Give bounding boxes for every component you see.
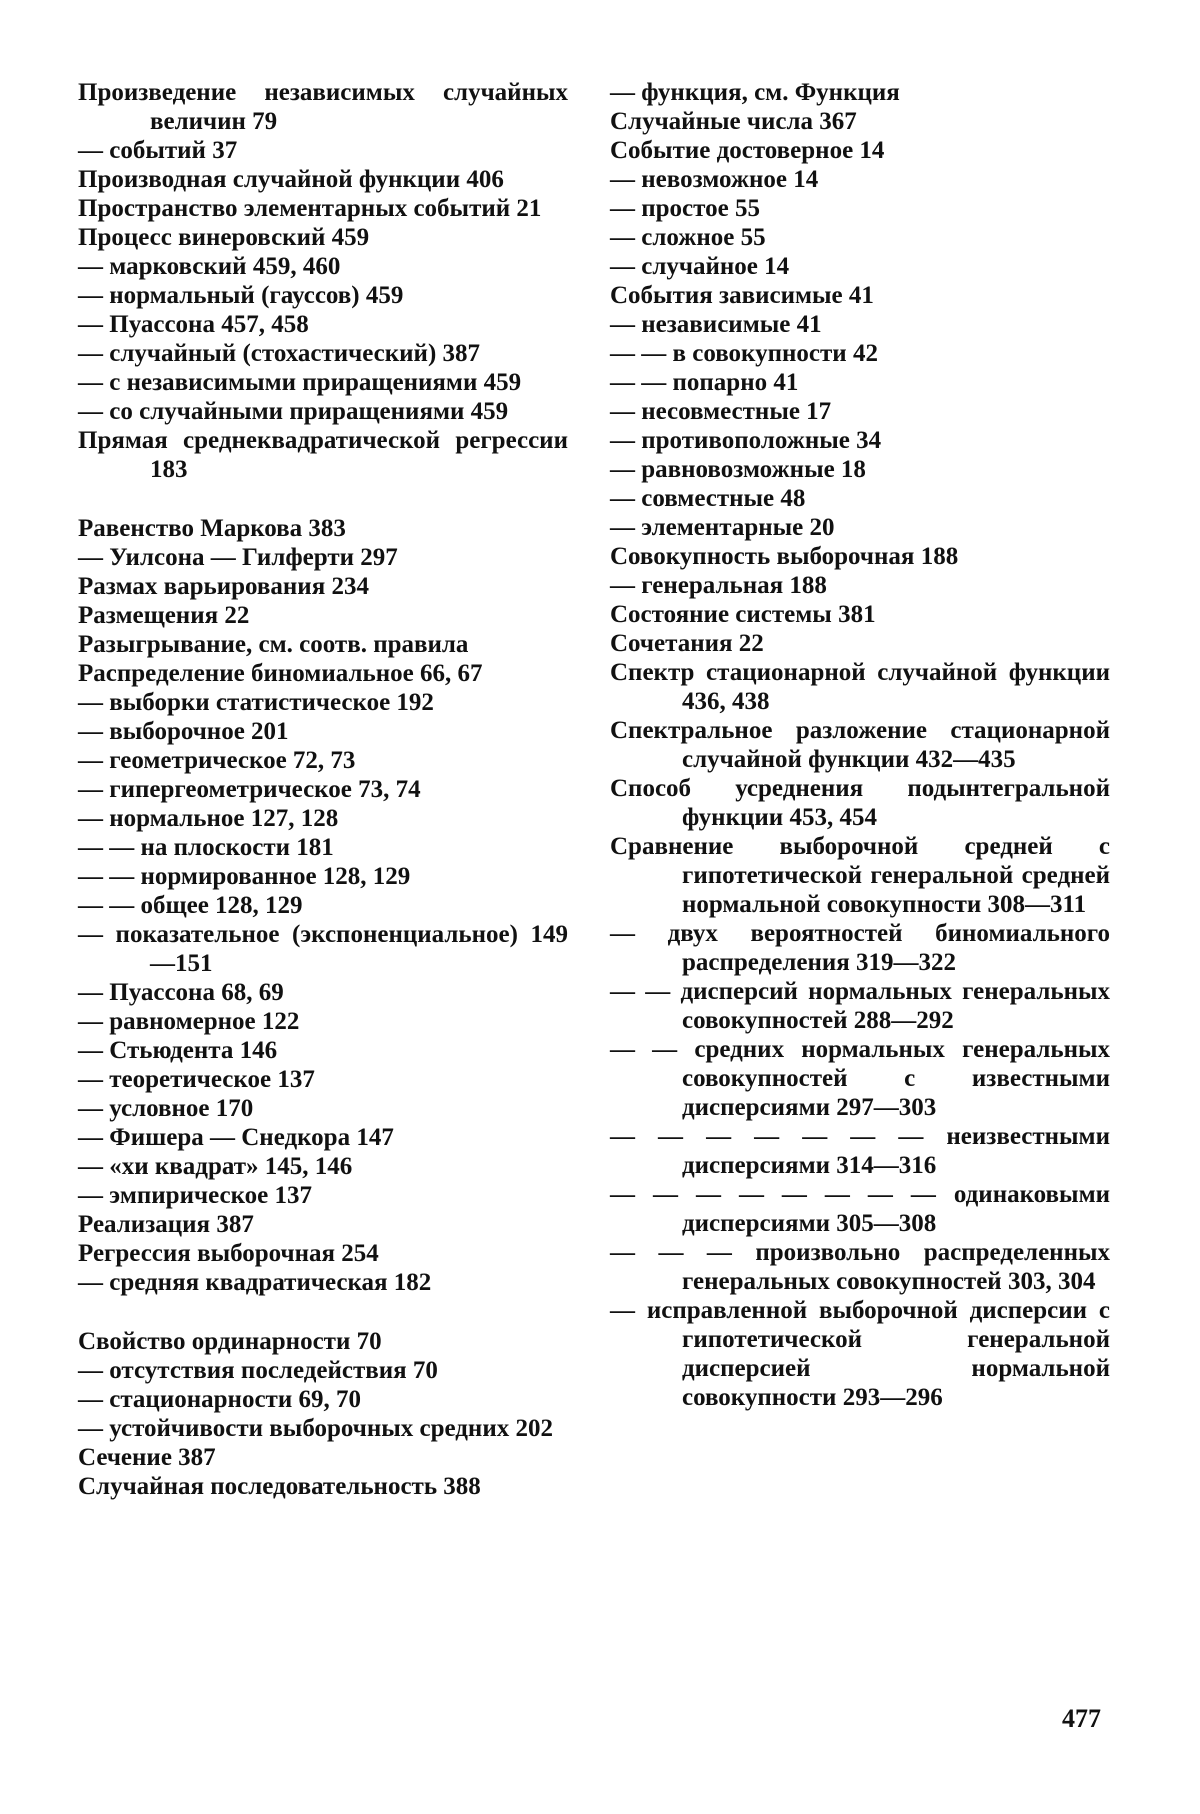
- index-entry: Сечение 387: [78, 1444, 216, 1471]
- index-entry: — гипергеометрическое 73, 74: [78, 776, 421, 803]
- index-entry: — — в совокупности 42: [610, 340, 878, 367]
- left-index-column: [78, 78, 568, 1501]
- index-entry: — теоретическое 137: [78, 1066, 315, 1093]
- index-entry: — противоположные 34: [610, 427, 882, 454]
- index-entry: Производная случайной функции 406: [78, 166, 504, 193]
- index-entry: Пространство элементарных событий 21: [78, 195, 542, 222]
- index-entry: — — — произвольно распределенных генеральных совокупностей 303, 304: [610, 1239, 1110, 1295]
- index-entry: — нормальный (гауссов) 459: [78, 282, 404, 309]
- index-entry: — — нормированное 128, 129: [78, 863, 411, 890]
- index-entry: — геометрическое 72, 73: [78, 747, 356, 774]
- index-block-p: [78, 78, 568, 484]
- index-entry: Разыгрывание, см. соотв. правила: [78, 631, 469, 658]
- index-entry: Размещения 22: [78, 602, 250, 629]
- index-entry: — — на плоскости 181: [78, 834, 334, 861]
- index-entry: — исправленной выборочной дисперсии с гипотетической генеральной дисперсией нормальной совокупности 293—296: [610, 1297, 1110, 1411]
- index-entry: — функция, см. Функция: [610, 79, 900, 106]
- index-entry: — — — — — — — неизвестными дисперсиями 314—316: [610, 1123, 1110, 1179]
- index-entry: — — средних нормальных генеральных совокупностей с известными дисперсиями 297—303: [610, 1036, 1110, 1121]
- index-entry: — Пуассона 457, 458: [78, 311, 309, 338]
- index-entry: — Уилсона — Гилферти 297: [78, 544, 398, 571]
- index-entry: Распределение биномиальное 66, 67: [78, 660, 483, 687]
- index-entry: — нормальное 127, 128: [78, 805, 339, 832]
- index-entry: — — общее 128, 129: [78, 892, 303, 919]
- index-entry: — со случайными приращениями 459: [78, 398, 509, 425]
- index-entry: — стационарности 69, 70: [78, 1386, 361, 1413]
- index-entry: — — дисперсий нормальных генеральных совокупностей 288—292: [610, 978, 1110, 1034]
- index-entry: — устойчивости выборочных средних 202: [78, 1415, 553, 1442]
- right-index-column: [610, 78, 1110, 1412]
- index-entry: — элементарные 20: [610, 514, 835, 541]
- index-entry: Событие достоверное 14: [610, 137, 885, 164]
- index-entry: Свойство ординарности 70: [78, 1328, 382, 1355]
- index-entry: — случайный (стохастический) 387: [78, 340, 481, 367]
- index-entry: Реализация 387: [78, 1211, 254, 1238]
- index-entry: Сочетания 22: [610, 630, 764, 657]
- index-entry: Регрессия выборочная 254: [78, 1240, 379, 1267]
- section-gap: [78, 1297, 568, 1327]
- index-entry: — несовместные 17: [610, 398, 832, 425]
- index-entry: — выборки статистическое 192: [78, 689, 434, 716]
- section-gap: [78, 484, 568, 514]
- index-entry: Способ усреднения подынтегральной функции 453, 454: [610, 775, 1110, 831]
- index-entry: — марковский 459, 460: [78, 253, 341, 280]
- index-entry: — событий 37: [78, 137, 238, 164]
- index-entry: — — — — — — — — одинаковыми дисперсиями 305—308: [610, 1181, 1110, 1237]
- index-entry: Сравнение выборочной средней с гипотетической генеральной средней нормальной совокупности 308—311: [610, 833, 1110, 918]
- index-entry: — с независимыми приращениями 459: [78, 369, 522, 396]
- index-entry: — выборочное 201: [78, 718, 289, 745]
- index-entry: Совокупность выборочная 188: [610, 543, 959, 570]
- index-entry: — — попарно 41: [610, 369, 799, 396]
- index-entry: — «хи квадрат» 145, 146: [78, 1153, 353, 1180]
- index-entry: Состояние системы 381: [610, 601, 876, 628]
- index-entry: — независимые 41: [610, 311, 822, 338]
- index-entry: Процесс винеровский 459: [78, 224, 370, 251]
- index-entry: Случайная последовательность 388: [78, 1473, 481, 1500]
- index-entry: — Фишера — Снедкора 147: [78, 1124, 394, 1151]
- index-entry: Случайные числа 367: [610, 108, 857, 135]
- index-entry: — средняя квадратическая 182: [78, 1269, 432, 1296]
- index-entry: — отсутствия последействия 70: [78, 1357, 438, 1384]
- index-block-r: [78, 514, 568, 1297]
- index-entry: Равенство Маркова 383: [78, 515, 346, 542]
- index-entry: Прямая среднеквадратической регрессии 183: [78, 427, 568, 483]
- index-block-s: [78, 1327, 568, 1501]
- index-entry: Размах варьирования 234: [78, 573, 369, 600]
- index-entry: — случайное 14: [610, 253, 790, 280]
- index-entry: — Стьюдента 146: [78, 1037, 278, 1064]
- index-entry: — простое 55: [610, 195, 760, 222]
- index-entry: — равномерное 122: [78, 1008, 300, 1035]
- index-entry: — сложное 55: [610, 224, 766, 251]
- index-entry: — невозможное 14: [610, 166, 819, 193]
- index-entry: Произведение независимых случайных величин 79: [78, 79, 568, 135]
- index-entry: Спектр стационарной случайной функции 436, 438: [610, 659, 1110, 715]
- index-entry: — эмпирическое 137: [78, 1182, 312, 1209]
- page-number: 477: [1062, 1704, 1101, 1733]
- index-entry: Спектральное разложение стационарной случайной функции 432—435: [610, 717, 1110, 773]
- index-entry: — генеральная 188: [610, 572, 827, 599]
- index-entry: — Пуассона 68, 69: [78, 979, 284, 1006]
- index-entry: — двух вероятностей биномиального распределения 319—322: [610, 920, 1110, 976]
- index-entry: — условное 170: [78, 1095, 254, 1122]
- index-entry: — совместные 48: [610, 485, 806, 512]
- index-entry: — равновозможные 18: [610, 456, 866, 483]
- index-entry: События зависимые 41: [610, 282, 874, 309]
- index-entry: — показательное (экспоненциальное) 149—151: [78, 921, 568, 977]
